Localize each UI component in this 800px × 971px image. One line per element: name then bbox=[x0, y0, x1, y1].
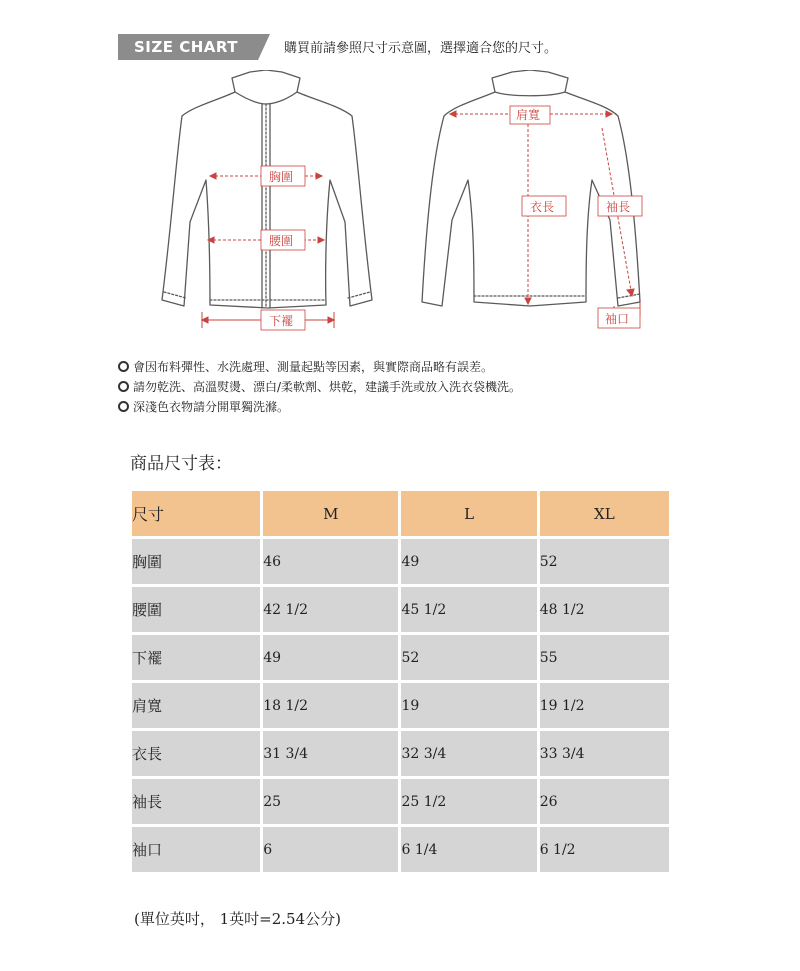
table-cell: 42 1/2 bbox=[263, 587, 398, 632]
back-jacket-outline bbox=[422, 70, 640, 306]
note-text: 請勿乾洗、高溫熨燙、漂白/柔軟劑、烘乾，建議手洗或放入洗衣袋機洗。 bbox=[133, 379, 522, 394]
care-notes bbox=[118, 356, 521, 416]
table-cell: 46 bbox=[263, 539, 398, 584]
table-cell: 25 1/2 bbox=[401, 779, 536, 824]
table-row bbox=[132, 587, 669, 632]
badge-label: SIZE CHART bbox=[134, 38, 239, 56]
table-cell: 48 1/2 bbox=[540, 587, 669, 632]
table-row bbox=[132, 731, 669, 776]
note-item bbox=[118, 376, 521, 396]
header-m: M bbox=[263, 491, 398, 536]
bullet-icon bbox=[118, 381, 129, 392]
table-row bbox=[132, 635, 669, 680]
sleeve-arrow-bottom bbox=[627, 289, 634, 296]
table-cell: 49 bbox=[263, 635, 398, 680]
table-cell: 19 bbox=[401, 683, 536, 728]
hem-label: 下襬 bbox=[269, 314, 294, 328]
table-cell: 52 bbox=[401, 635, 536, 680]
chest-arrow-left bbox=[210, 173, 216, 179]
table-cell: 6 bbox=[263, 827, 398, 872]
table-cell: 31 3/4 bbox=[263, 731, 398, 776]
row-label: 肩寬 bbox=[132, 683, 260, 728]
table-cell: 33 3/4 bbox=[540, 731, 669, 776]
shoulder-label: 肩寬 bbox=[516, 108, 541, 122]
shoulder-arrow-left bbox=[450, 111, 456, 117]
table-header-row bbox=[132, 491, 669, 536]
row-label: 袖口 bbox=[132, 827, 260, 872]
table-cell: 45 1/2 bbox=[401, 587, 536, 632]
row-label: 下襬 bbox=[132, 635, 260, 680]
table-cell: 19 1/2 bbox=[540, 683, 669, 728]
table-cell: 26 bbox=[540, 779, 669, 824]
row-label: 腰圍 bbox=[132, 587, 260, 632]
front-collar-fold bbox=[235, 92, 297, 104]
table-cell: 52 bbox=[540, 539, 669, 584]
cuff-label: 袖口 bbox=[605, 312, 630, 326]
note-text: 會因布料彈性、水洗處理、測量起點等因素，與實際商品略有誤差。 bbox=[133, 359, 494, 374]
table-cell: 25 bbox=[263, 779, 398, 824]
table-cell: 32 3/4 bbox=[401, 731, 536, 776]
hem-arrow-left bbox=[202, 317, 208, 323]
table-cell: 55 bbox=[540, 635, 669, 680]
hem-arrow-right bbox=[328, 317, 334, 323]
front-jacket-outline bbox=[162, 70, 372, 308]
length-label: 衣長 bbox=[530, 200, 555, 214]
size-chart-badge bbox=[118, 34, 270, 60]
back-collar-line bbox=[495, 92, 565, 96]
bullet-icon bbox=[118, 361, 129, 372]
garment-diagram-svg bbox=[140, 70, 680, 348]
waist-arrow-right bbox=[318, 237, 324, 243]
table-cell: 49 bbox=[401, 539, 536, 584]
note-item bbox=[118, 356, 521, 376]
size-table bbox=[129, 488, 672, 875]
waist-label: 腰圍 bbox=[269, 234, 294, 248]
bullet-icon bbox=[118, 401, 129, 412]
size-table-title: 商品尺寸表： bbox=[130, 454, 232, 474]
row-label: 衣長 bbox=[132, 731, 260, 776]
row-label: 胸圍 bbox=[132, 539, 260, 584]
table-row bbox=[132, 539, 669, 584]
table-cell: 6 1/4 bbox=[401, 827, 536, 872]
length-arrow-bottom bbox=[525, 298, 531, 304]
front-cuff-left bbox=[164, 292, 186, 298]
table-cell: 6 1/2 bbox=[540, 827, 669, 872]
unit-footnote: (單位英吋， 1英吋=2.54公分) bbox=[134, 910, 341, 928]
row-label: 袖長 bbox=[132, 779, 260, 824]
garment-diagram bbox=[140, 70, 680, 348]
table-row bbox=[132, 779, 669, 824]
chest-label: 胸圍 bbox=[269, 170, 294, 184]
note-text: 深淺色衣物請分開單獨洗滌。 bbox=[133, 399, 290, 414]
note-item bbox=[118, 396, 521, 416]
back-cuff-line bbox=[618, 294, 640, 298]
front-cuff-right bbox=[348, 292, 370, 298]
table-cell: 18 1/2 bbox=[263, 683, 398, 728]
header-xl: XL bbox=[540, 491, 669, 536]
sleeve-label: 袖長 bbox=[606, 200, 631, 214]
header-l: L bbox=[401, 491, 536, 536]
table-row bbox=[132, 827, 669, 872]
shoulder-arrow-right bbox=[606, 111, 612, 117]
header-size: 尺寸 bbox=[132, 491, 260, 536]
table-row bbox=[132, 683, 669, 728]
header-note: 購買前請參照尺寸示意圖，選擇適合您的尺寸。 bbox=[284, 41, 558, 56]
chest-arrow-right bbox=[316, 173, 322, 179]
